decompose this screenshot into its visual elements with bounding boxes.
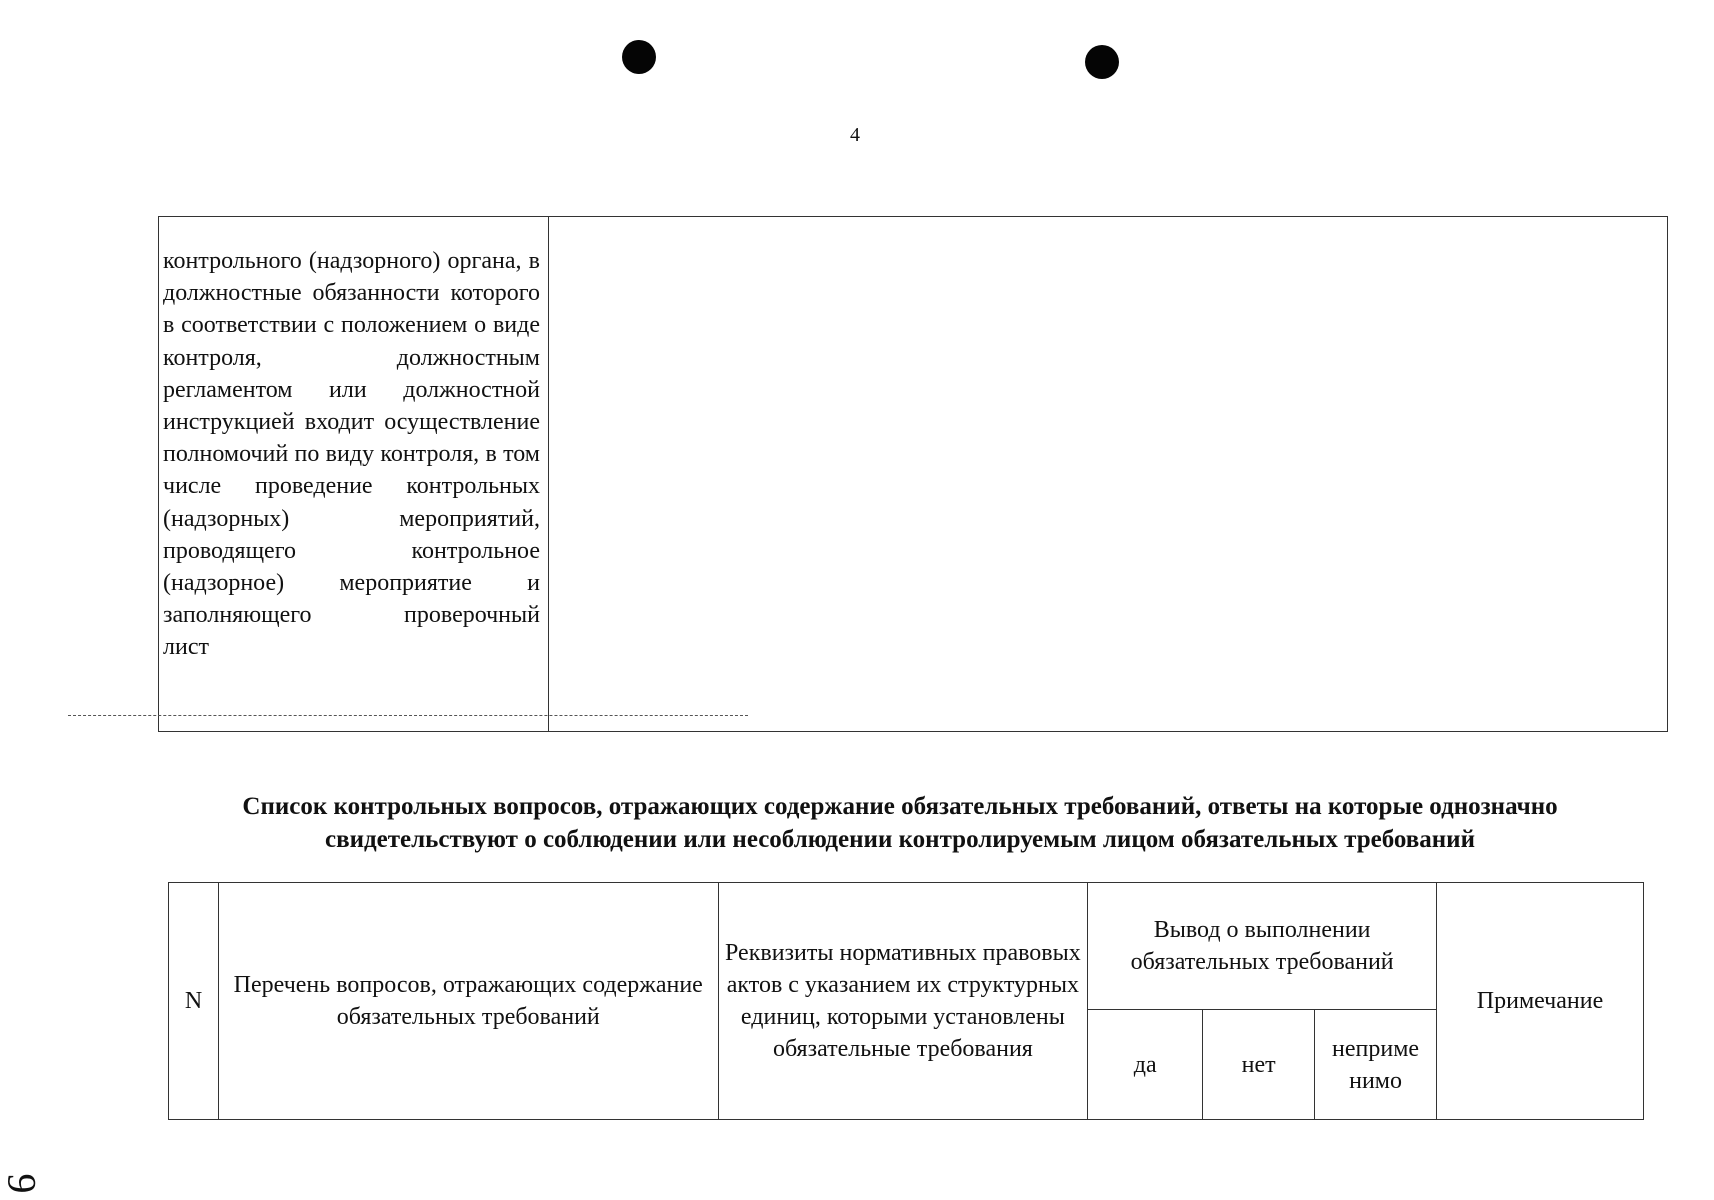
section-title: Список контрольных вопросов, отражающих содержание обязательных требований, ответы на которые однозначно свидетельствуют о соблюдении или несоблюдении контролируемым лицом обязательных требований: [242, 793, 1558, 853]
checklist-header-row: [169, 883, 1644, 1010]
subheader-yes: да: [1088, 1010, 1203, 1120]
top-table: [158, 216, 1668, 732]
scan-line: [68, 715, 748, 716]
top-left-cell-text: контрольного (надзорного) органа, в должностные обязанности которого в соответствии с положением о виде контроля, должностным регламентом или должностной инструкцией входит осуществление полномочий по виду контроля, в том числе проведение контрольных (надзорных) мероприятий, проводящего контрольное (надзорное) мероприятие и заполняющего проверочный: [163, 248, 540, 629]
page-number: 4: [850, 124, 860, 146]
checklist-table: [168, 882, 1644, 1120]
header-questions: Перечень вопросов, отражающих содержание обязательных требований: [218, 883, 718, 1120]
header-number: N: [169, 883, 219, 1120]
top-right-cell: [549, 217, 1667, 731]
punch-hole-right: [1085, 45, 1119, 79]
punch-hole-left: [622, 40, 656, 74]
top-left-cell: [159, 217, 549, 731]
header-conclusion: Вывод о выполнении обязательных требований: [1088, 883, 1437, 1010]
side-mark: 9: [0, 1173, 45, 1194]
subheader-not-applicable: неприме нимо: [1315, 1010, 1437, 1120]
top-left-cell-last-word: лист: [163, 634, 209, 661]
subheader-no: нет: [1203, 1010, 1315, 1120]
header-requisites: Реквизиты нормативных правовых актов с указанием их структурных единиц, которыми установлены обязательные требования: [718, 883, 1088, 1120]
header-note: Примечание: [1437, 883, 1644, 1120]
